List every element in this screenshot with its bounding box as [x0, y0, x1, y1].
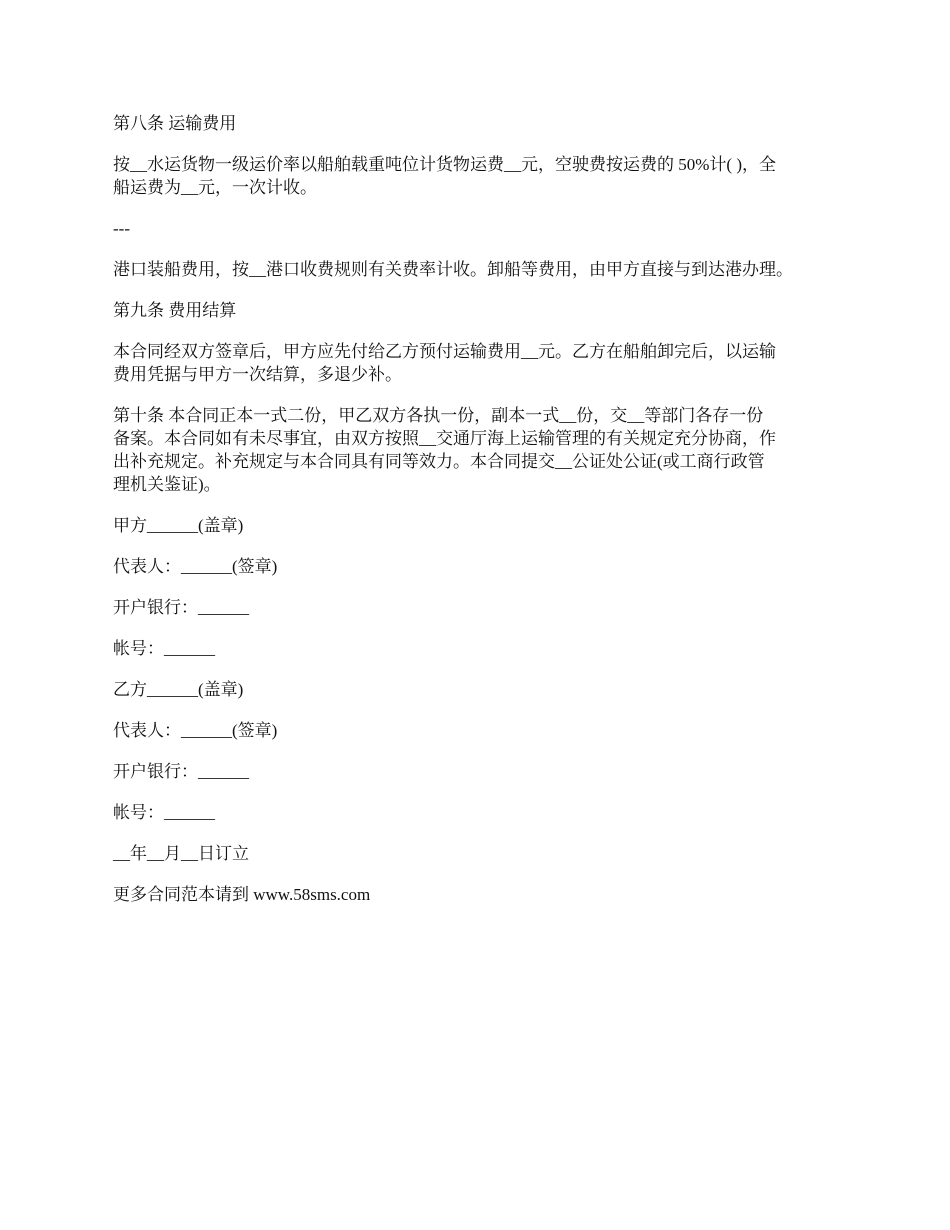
party-b-bank-line: 开户银行：______ — [113, 762, 249, 781]
more-templates-footer: 更多合同范本请到 www.58sms.com — [113, 885, 371, 904]
party-b-account-line: 帐号：______ — [113, 803, 215, 822]
article-10-clause: 第十条 本合同正本一式二份，甲乙双方各执一份，副本一式__份，交__等部门各存一份 备案。本合同如有未尽事宜，由双方按照__交通厅海上运输管理的有关规定充分协商，作 出补充规定。补充规定与本合同具有同等效力。本合同提交__公证处公证(或工商行政管 理机关鉴证)。 — [113, 406, 776, 494]
party-a-representative-line: 代表人：______(签章) — [113, 557, 278, 576]
article-8-heading: 第八条 运输费用 — [113, 114, 237, 133]
party-a-bank-line: 开户银行：______ — [113, 598, 249, 617]
document-page — [113, 112, 843, 924]
party-a-account-line: 帐号：______ — [113, 639, 215, 658]
party-b-representative-line: 代表人：______(签章) — [113, 721, 278, 740]
port-loading-fee-clause: 港口装船费用，按__港口收费规则有关费率计收。卸船等费用，由甲方直接与到达港办理。 — [113, 260, 793, 279]
party-b-seal-line: 乙方______(盖章) — [113, 680, 244, 699]
freight-rate-clause: 按__水运货物一级运价率以船舶载重吨位计货物运费__元，空驶费按运费的 50%计( )，全 船运费为__元，一次计收。 — [113, 155, 776, 197]
section-separator: --- — [113, 219, 130, 238]
party-a-seal-line: 甲方______(盖章) — [113, 516, 244, 535]
signing-date-line: __年__月__日订立 — [113, 844, 249, 863]
settlement-clause: 本合同经双方签章后，甲方应先付给乙方预付运输费用__元。乙方在船舶卸完后，以运输 费用凭据与甲方一次结算，多退少补。 — [113, 342, 776, 384]
article-9-heading: 第九条 费用结算 — [113, 301, 237, 320]
